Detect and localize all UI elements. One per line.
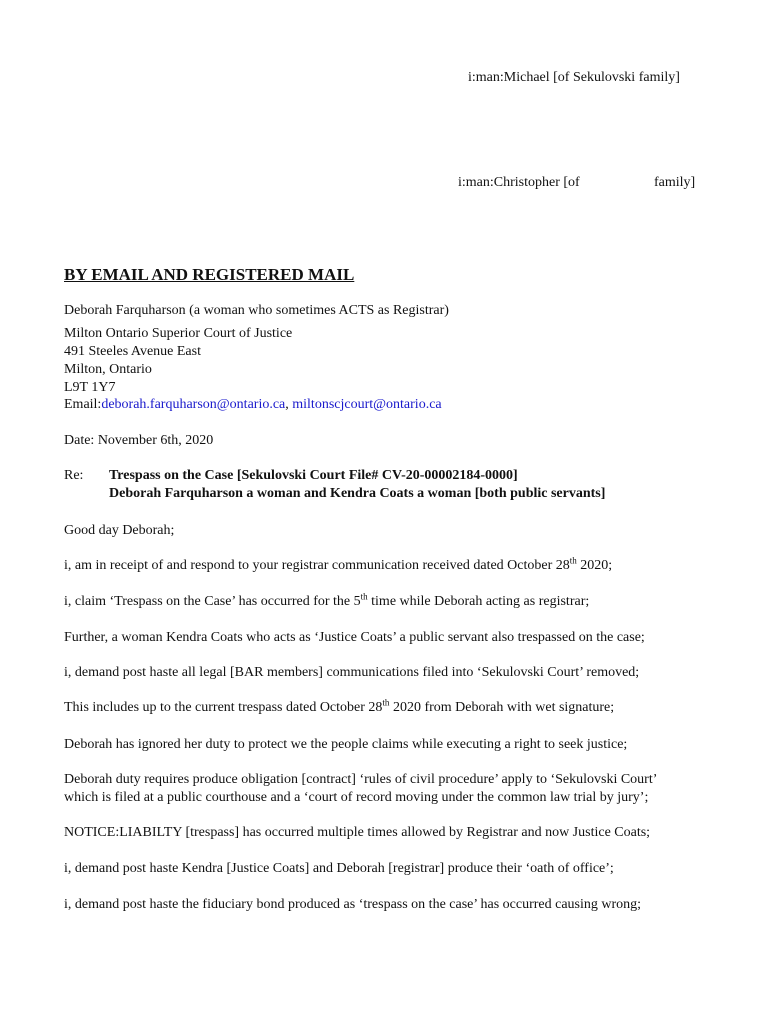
paragraph-1-text-a: i, am in receipt of and respond to your registrar communication received dated October 28	[64, 558, 570, 573]
paragraph-5-text-a: This includes up to the current trespass dated October 28	[64, 700, 383, 715]
sender-line-2-b	[654, 175, 695, 191]
sender-2-text-a: i:man:Christopher [of	[458, 175, 580, 190]
recipient-city: Milton, Ontario	[64, 362, 152, 377]
paragraph-9: i, demand post haste Kendra [Justice Coats] and Deborah [registrar] produce their ‘oath of office’;	[64, 861, 614, 876]
paragraph-1	[64, 555, 613, 574]
sender-line-2	[458, 175, 580, 191]
paragraph-10: i, demand post haste the fiduciary bond produced as ‘trespass on the case’ has occurred causing wrong;	[64, 897, 642, 912]
re-line-2: Deborah Farquharson a woman and Kendra Coats a woman [both public servants]	[109, 486, 606, 501]
email-link-registrar[interactable]: deborah.farquharson@ontario.ca	[101, 397, 286, 412]
paragraph-5	[64, 697, 615, 716]
paragraph-2-sup: th	[360, 591, 368, 602]
greeting: Good day Deborah;	[64, 523, 175, 538]
email-label: Email:	[64, 397, 102, 412]
recipient-name: Deborah Farquharson (a woman who sometimes ACTS as Registrar)	[64, 303, 449, 318]
email-link-court[interactable]: miltonscjcourt@ontario.ca	[292, 397, 442, 412]
sender-1-text: i:man:Michael [of Sekulovski family]	[468, 70, 680, 85]
paragraph-7-line-1: Deborah duty requires produce obligation [contract] ‘rules of civil procedure’ apply to ‘Sekulovski Court’	[64, 772, 658, 787]
paragraph-1-text-b: 2020;	[576, 558, 613, 573]
letter-date: Date: November 6th, 2020	[64, 433, 214, 448]
re-label: Re:	[64, 468, 84, 483]
recipient-org: Milton Ontario Superior Court of Justice	[64, 326, 293, 341]
paragraph-2-text-b: time while Deborah acting as registrar;	[367, 594, 590, 609]
email-separator: ,	[285, 397, 289, 412]
page-title: BY EMAIL AND REGISTERED MAIL	[64, 265, 355, 284]
paragraph-5-sup: th	[382, 697, 390, 708]
paragraph-7-line-2: which is filed at a public courthouse and a ‘court of record moving under the common law trial by jury’;	[64, 790, 649, 805]
paragraph-2	[64, 591, 590, 610]
paragraph-6: Deborah has ignored her duty to protect we the people claims while executing a right to seek justice;	[64, 737, 628, 752]
sender-line-1	[468, 70, 680, 86]
paragraph-2-text-a: i, claim ‘Trespass on the Case’ has occurred for the 5	[64, 594, 361, 609]
paragraph-5-text-b: 2020 from Deborah with wet signature;	[389, 700, 615, 715]
paragraph-1-sup: th	[569, 555, 577, 566]
re-line-1: Trespass on the Case [Sekulovski Court File# CV-20-00002184-0000]	[109, 468, 518, 483]
paragraph-3: Further, a woman Kendra Coats who acts as ‘Justice Coats’ a public servant also trespassed on the case;	[64, 630, 645, 645]
sender-2-text-b: family]	[654, 175, 696, 190]
recipient-postal: L9T 1Y7	[64, 380, 116, 395]
paragraph-8: NOTICE:LIABILTY [trespass] has occurred multiple times allowed by Registrar and now Justice Coats;	[64, 825, 651, 840]
recipient-street: 491 Steeles Avenue East	[64, 344, 201, 359]
paragraph-4: i, demand post haste all legal [BAR members] communications filed into ‘Sekulovski Court’ removed;	[64, 665, 640, 680]
recipient-email-line	[64, 397, 442, 413]
